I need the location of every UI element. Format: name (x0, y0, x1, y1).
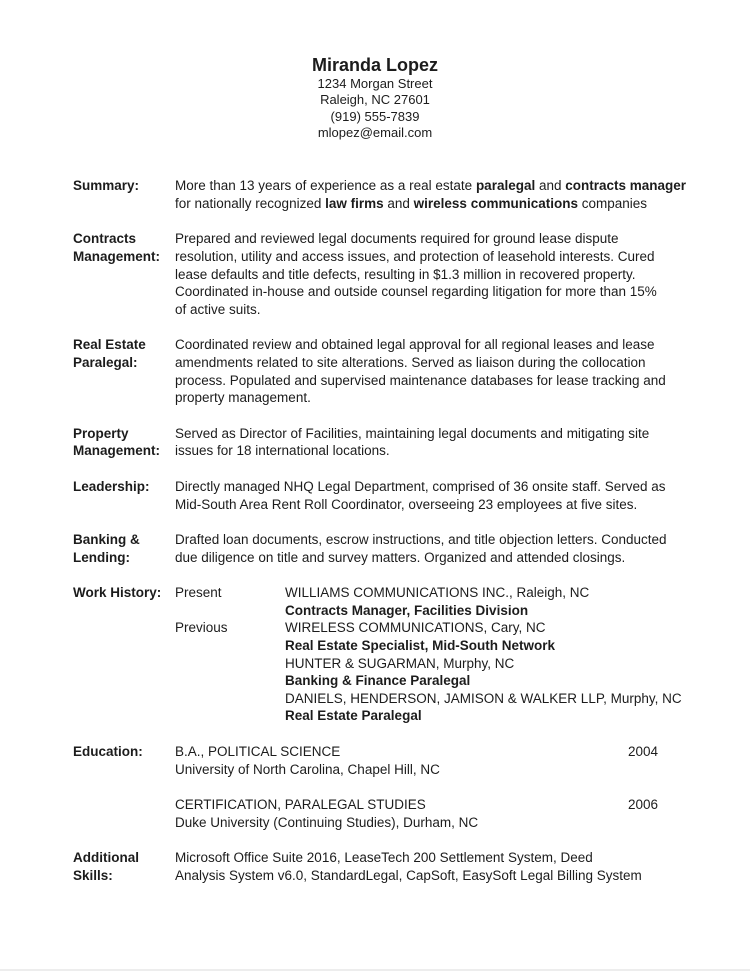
section-label-line: Contracts (73, 231, 137, 247)
education-year: 2006 (627, 797, 658, 813)
section-real-estate-paralegal (0, 336, 750, 406)
text-line (175, 266, 675, 284)
section-content (175, 584, 682, 725)
text-line (175, 283, 675, 301)
section-contracts-management (0, 230, 750, 318)
text-run: issues for 18 international locations. (175, 443, 390, 459)
text-run: Served as Director of Facilities, maintaining legal documents and mitigating site (175, 425, 650, 441)
text-run: contracts manager (565, 178, 687, 194)
text-run: and (383, 195, 414, 211)
work-job-title: Banking & Finance Paralegal (285, 673, 471, 689)
text-line (175, 195, 686, 213)
text-run: of active suits. (175, 301, 261, 317)
section-label-line: Skills: (73, 868, 113, 883)
education-entry (175, 743, 675, 778)
section-label-line: Real Estate (73, 337, 146, 353)
section-label-line: Summary: (73, 178, 140, 194)
text-line (175, 230, 675, 248)
section-education (0, 743, 750, 831)
section-label (73, 743, 175, 831)
section-label (73, 336, 175, 406)
education-school: University of North Carolina, Chapel Hill, NC (175, 761, 440, 777)
section-summary (0, 177, 750, 212)
resume-sections (0, 177, 750, 884)
section-leadership (0, 478, 750, 513)
section-label-line: Banking & (73, 532, 140, 548)
work-job-title: Real Estate Paralegal (285, 708, 422, 724)
text-line (175, 248, 675, 266)
work-employer: WIRELESS COMMUNICATIONS, Cary, NC (285, 620, 546, 636)
work-period (175, 602, 285, 620)
text-run: companies (577, 195, 648, 211)
text-run: wireless communications (413, 195, 578, 211)
text-line (175, 867, 675, 885)
section-content (175, 177, 686, 212)
work-period: Present (175, 585, 222, 601)
text-run: property management. (175, 390, 311, 406)
section-content (175, 478, 675, 513)
text-line (175, 301, 675, 319)
text-run: Prepared and reviewed legal documents required for ground lease dispute (175, 231, 619, 247)
section-label (73, 230, 175, 318)
text-run: process. Populated and supervised maintenance databases for lease tracking and (175, 372, 666, 388)
work-history-row (175, 602, 682, 620)
work-period (175, 707, 285, 725)
text-line (175, 425, 675, 443)
section-label-line: Management: (73, 443, 161, 459)
text-run: and (535, 178, 566, 194)
work-job-title: Real Estate Specialist, Mid-South Network (285, 638, 556, 654)
address-line-1: 1234 Morgan Street (317, 76, 433, 91)
work-history-row (175, 584, 682, 602)
text-run: Drafted loan documents, escrow instructions, and title objection letters. Conducted (175, 532, 667, 548)
text-run: resolution, utility and access issues, and protection of leasehold interests. Cured (175, 248, 655, 264)
text-line (175, 478, 675, 496)
section-content (175, 230, 675, 318)
work-period (175, 672, 285, 690)
work-history-row (175, 690, 682, 708)
section-label-line: Leadership: (73, 478, 150, 494)
section-content (175, 425, 675, 460)
text-run: law firms (325, 195, 384, 211)
work-period (175, 690, 285, 708)
text-line (175, 372, 675, 390)
work-history-row (175, 655, 682, 673)
work-history-row (175, 619, 682, 637)
text-run: More than 13 years of experience as a real estate (175, 178, 476, 194)
education-school: Duke University (Continuing Studies), Durham, NC (175, 814, 479, 830)
text-run: for nationally recognized (175, 195, 326, 211)
text-line (175, 389, 675, 407)
email-address: mlopez@email.com (317, 124, 433, 140)
section-label-line: Paralegal: (73, 354, 138, 370)
section-label (73, 425, 175, 460)
text-line (175, 549, 675, 567)
section-label-line: Additional (73, 850, 139, 866)
section-banking-lending (0, 531, 750, 566)
section-content (175, 531, 675, 566)
education-year: 2004 (627, 744, 658, 760)
section-content (175, 336, 675, 406)
work-employer: WILLIAMS COMMUNICATIONS INC., Raleigh, NC (285, 585, 590, 601)
text-line (175, 849, 675, 867)
work-history-row (175, 637, 682, 655)
section-label-line: Lending: (73, 549, 130, 565)
text-run: Mid-South Area Rent Roll Coordinator, overseeing 23 employees at five sites. (175, 496, 638, 512)
text-run: paralegal (475, 178, 536, 194)
person-name: Miranda Lopez (311, 55, 438, 75)
education-degree: CERTIFICATION, PARALEGAL STUDIES (175, 797, 426, 813)
section-property-management (0, 425, 750, 460)
section-label-line: Education: (73, 744, 143, 760)
text-run: due diligence on title and survey matters. Organized and attended closings. (175, 549, 626, 565)
work-period (175, 637, 285, 655)
section-label (73, 531, 175, 566)
text-line (175, 496, 675, 514)
section-label-line: Property (73, 425, 129, 441)
section-label (73, 478, 175, 513)
text-run: Directly managed NHQ Legal Department, comprised of 36 onsite staff. Served as (175, 478, 666, 494)
work-period: Previous (175, 620, 228, 636)
work-period (175, 655, 285, 673)
text-run: Coordinated in-house and outside counsel regarding litigation for more than 15% (175, 284, 657, 300)
education-entry (175, 796, 675, 831)
text-run: amendments related to site alterations. Served as liaison during the collocation (175, 354, 646, 370)
section-label (73, 849, 175, 884)
address-line-2: Raleigh, NC 27601 (320, 92, 430, 108)
text-line (175, 354, 675, 372)
section-label-line: Work History: (73, 585, 162, 601)
section-content (175, 743, 675, 831)
phone-number: (919) 555-7839 (330, 108, 420, 124)
resume-header (0, 0, 750, 141)
section-label (73, 584, 175, 725)
text-line (175, 442, 675, 460)
work-employer: HUNTER & SUGARMAN, Murphy, NC (285, 655, 515, 671)
text-line (175, 336, 675, 354)
work-history-row (175, 707, 682, 725)
text-run: lease defaults and title defects, resulting in $1.3 million in recovered property. (175, 266, 636, 282)
text-line (175, 531, 675, 549)
text-run: Microsoft Office Suite 2016, LeaseTech 200 Settlement System, Deed (175, 850, 593, 866)
section-label-line: Management: (73, 248, 161, 264)
section-additional-skills (0, 849, 750, 884)
text-run: Coordinated review and obtained legal approval for all regional leases and lease (175, 337, 655, 353)
work-employer: DANIELS, HENDERSON, JAMISON & WALKER LLP, Murphy, NC (285, 690, 682, 706)
text-line (175, 177, 686, 195)
work-history-row (175, 672, 682, 690)
section-label (73, 177, 175, 212)
section-content (175, 849, 675, 884)
text-run: Analysis System v6.0, StandardLegal, CapSoft, EasySoft Legal Billing System (175, 868, 642, 883)
education-degree: B.A., POLITICAL SCIENCE (175, 744, 341, 760)
section-work-history (0, 584, 750, 725)
work-job-title: Contracts Manager, Facilities Division (285, 602, 529, 618)
